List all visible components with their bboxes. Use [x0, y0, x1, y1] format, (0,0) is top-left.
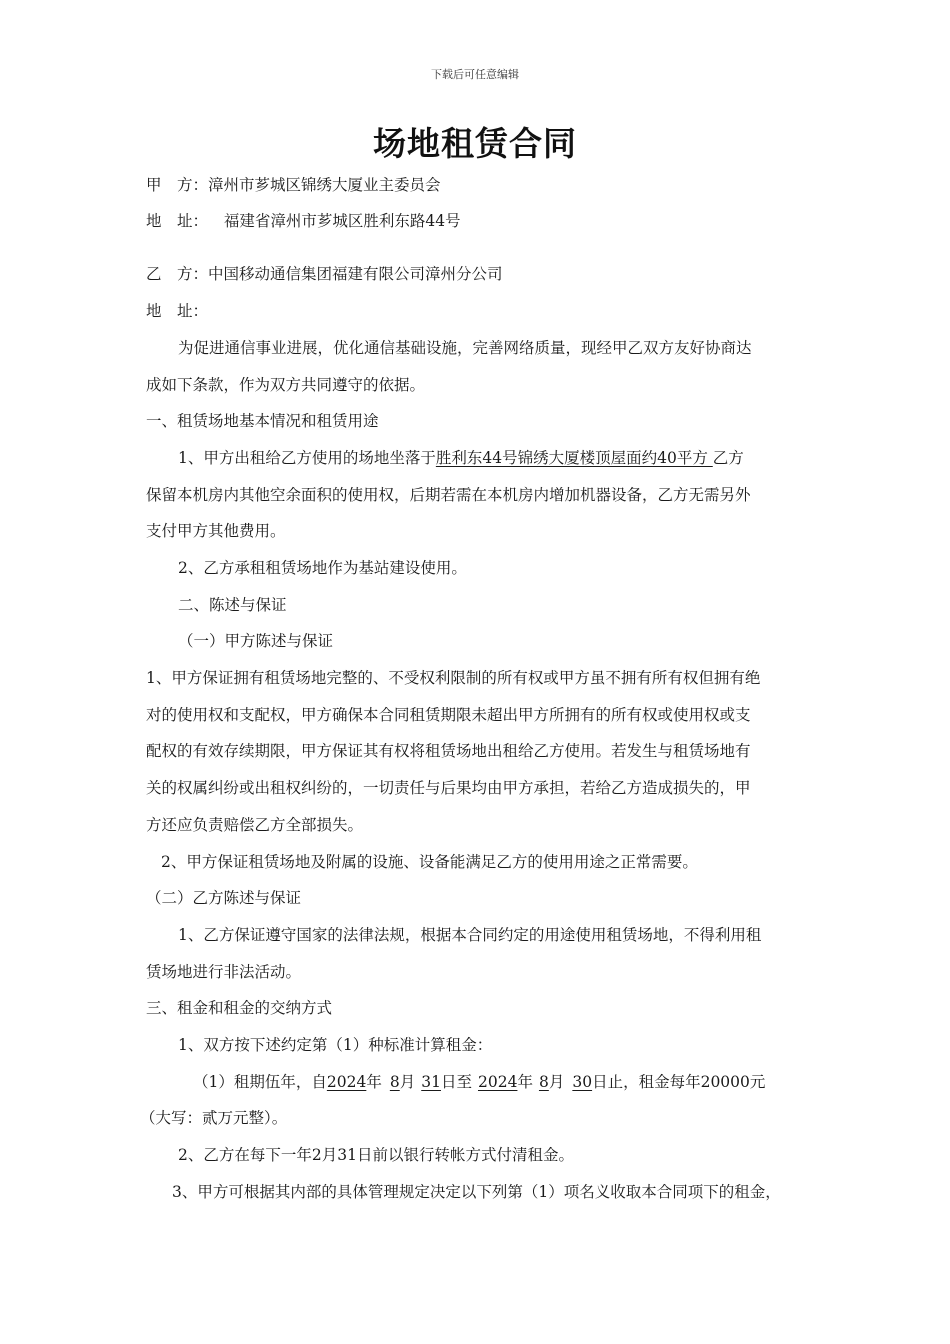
- section-2a-title: （一）甲方陈述与保证: [178, 632, 334, 650]
- section-1-para-1-line-2: 保留本机房内其他空余面积的使用权，后期若需在本机房内增加机器设备，乙方无需另外: [146, 486, 751, 504]
- section-2-title: 二、陈述与保证: [178, 596, 287, 614]
- party-a-name: 漳州市芗城区锦绣大厦业主委员会: [208, 176, 441, 194]
- section-2a-para-1-line-3: 配权的有效存续期限，甲方保证其有权将租赁场地出租给乙方使用。若发生与租赁场地有: [146, 742, 751, 760]
- party-b-label: 乙 方：: [146, 265, 209, 283]
- year-label-2: 年: [517, 1073, 533, 1091]
- party-a-address: 福建省漳州市芗城区胜利东路44号: [223, 212, 461, 230]
- section-1-title: 一、租赁场地基本情况和租赁用途: [146, 412, 379, 430]
- month-label-1: 月: [399, 1073, 416, 1091]
- party-b-address-label: 地 址：: [146, 302, 209, 320]
- lease-term-line: [193, 1071, 873, 1093]
- party-a-address-line: [146, 210, 826, 232]
- intro-line-2: 成如下条款，作为双方共同遵守的依据。: [146, 376, 426, 394]
- site-location-underlined: 胜利东44号锦绣大厦楼顶屋面约40平方: [435, 449, 713, 467]
- year-label-1: 年: [366, 1073, 382, 1091]
- header-note: 下载后可任意编辑: [431, 68, 519, 81]
- lease-term-line-2: （大写：贰万元整）。: [140, 1109, 288, 1127]
- contract-title: 场地租赁合同: [373, 124, 577, 163]
- month-label-2: 月: [548, 1073, 565, 1091]
- section-3-para-1: 1、双方按下述约定第（1）种标准计算租金：: [178, 1036, 493, 1054]
- party-a-line: [146, 174, 826, 196]
- section-3-para-2: 2、乙方在每下一年2月31日前以银行转帐方式付清租金。: [178, 1146, 574, 1164]
- section-3-para-3: 3、甲方可根据其内部的具体管理规定决定以下列第（1）项名义收取本合同项下的租金，: [172, 1183, 781, 1201]
- start-day: 31: [421, 1073, 441, 1091]
- section-1-para-2: 2、乙方承租租赁场地作为基站建设使用。: [178, 559, 467, 577]
- party-b-name: 中国移动通信集团福建有限公司漳州分公司: [208, 265, 503, 283]
- site-location-lead: 1、甲方出租给乙方使用的场地坐落于: [178, 449, 436, 467]
- party-b-address-line: [146, 300, 826, 322]
- party-b-line: [146, 263, 826, 285]
- end-year: 2024: [477, 1073, 518, 1091]
- section-2a-para-1-line-5: 方还应负责赔偿乙方全部损失。: [146, 816, 364, 834]
- lease-term-prefix: （1）租期伍年，自: [193, 1073, 327, 1091]
- intro-line-1: 为促进通信事业进展，优化通信基础设施，完善网络质量，现经甲乙双方友好协商达: [178, 339, 752, 357]
- section-2a-para-1-line-4: 关的权属纠纷或出租权纠纷的，一切责任与后果均由甲方承担，若给乙方造成损失的，甲: [146, 779, 751, 797]
- site-location-tail: 乙方: [712, 449, 744, 467]
- section-2b-title: （二）乙方陈述与保证: [146, 889, 302, 907]
- end-month: 8: [538, 1073, 549, 1091]
- start-year: 2024: [326, 1073, 367, 1091]
- section-2b-para-1-line-2: 赁场地进行非法活动。: [146, 963, 302, 981]
- section-1-para-1-line-3: 支付甲方其他费用。: [146, 522, 286, 540]
- date-to: 日至: [440, 1073, 472, 1091]
- start-month: 8: [389, 1073, 400, 1091]
- party-a-address-label: 地 址：: [146, 212, 209, 230]
- end-day: 30: [572, 1073, 593, 1091]
- party-a-label: 甲 方：: [146, 176, 209, 194]
- lease-term-suffix: 日止，租金每年20000元: [592, 1073, 766, 1091]
- section-2b-para-1-line-1: 1、乙方保证遵守国家的法律法规，根据本合同约定的用途使用租赁场地，不得利用租: [178, 926, 762, 944]
- section-1-para-1-line-1: [178, 447, 858, 469]
- section-2a-para-1-line-2: 对的使用权和支配权，甲方确保本合同租赁期限未超出甲方所拥有的所有权或使用权或支: [146, 706, 751, 724]
- section-3-title: 三、租金和租金的交纳方式: [146, 999, 333, 1017]
- section-2a-para-2: 2、甲方保证租赁场地及附属的设施、设备能满足乙方的使用用途之正常需要。: [161, 853, 698, 871]
- section-2a-para-1-line-1: 1、甲方保证拥有租赁场地完整的、不受权利限制的所有权或甲方虽不拥有所有权但拥有绝: [146, 669, 761, 687]
